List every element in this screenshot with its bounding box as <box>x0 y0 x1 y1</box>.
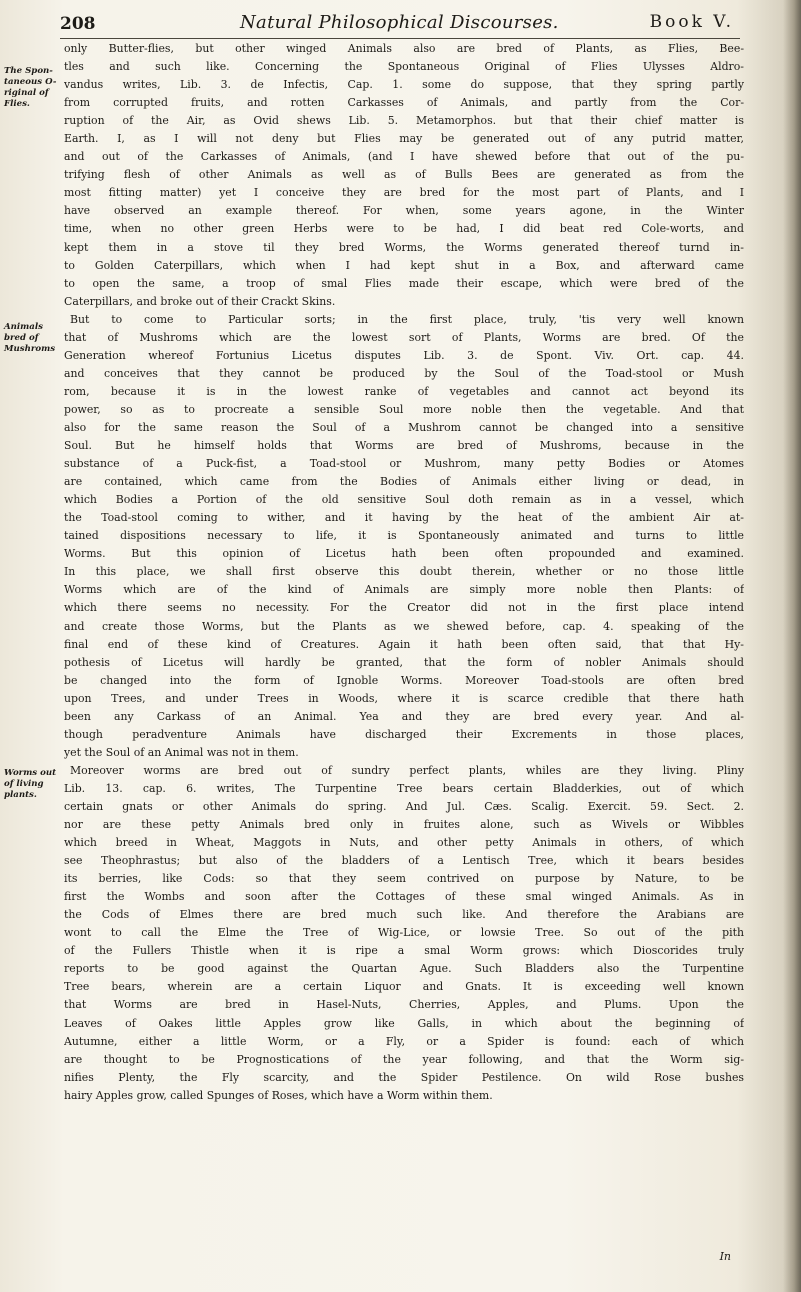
text-line: In this place, we shall first observe this doubt therein, whether or no those little <box>64 565 744 579</box>
text-line: hairy Apples grow, called Spunges of Roses, which have a Worm within them. <box>64 1088 493 1102</box>
text-line: and conceives that they cannot be produced by the Soul of the Toad-stool or Mush <box>64 366 744 380</box>
text-line: which Bodies a Portion of the old sensitive Soul doth remain as in a vessel, which <box>64 493 744 507</box>
text-line: yet the Soul of an Animal was not in them. <box>64 745 299 759</box>
page-number: 208 <box>60 14 96 34</box>
text-line: nifies Plenty, the Fly scarcity, and the Spider Pestilence. On wild Rose bushes <box>64 1070 744 1084</box>
text-line: Lib. 13. cap. 6. writes, The Turpentine Tree bears certain Bladderkies, out of which <box>64 781 744 795</box>
text-line: been any Carkass of an Animal. Yea and they are bred every year. And al- <box>64 709 744 723</box>
text-line: time, when no other green Herbs were to be had, I did beat red Cole-worts, and <box>64 222 744 236</box>
margin-note-line: riginal of <box>4 88 49 98</box>
text-line: Soul. But he himself holds that Worms are bred of Mushroms, because in the <box>64 439 744 453</box>
text-line: Worms which are of the kind of Animals are simply more noble then Plants: of <box>64 583 744 597</box>
running-title: Natural Philosophical Discourses. <box>240 12 559 33</box>
text-line: first the Wombs and soon after the Cottages of these smal winged Animals. As in <box>64 890 744 904</box>
text-line: see Theophrastus; but also of the bladders of a Lentisch Tree, which it bears besides <box>64 854 744 868</box>
text-line: are contained, which came from the Bodies of Animals either living or dead, in <box>64 475 744 489</box>
text-line: be changed into the form of Ignoble Worms. Moreover Toad-stools are often bred <box>64 673 744 687</box>
text-line: power, so as to procreate a sensible Soul more noble then the vegetable. And that <box>64 402 744 416</box>
text-line: Tree bears, wherein are a certain Liquor and Gnats. It is exceeding well known <box>64 980 744 994</box>
margin-note-mushroms <box>4 322 60 355</box>
margin-note-line: of living <box>4 779 44 789</box>
margin-note-flies <box>4 66 60 110</box>
margin-note-line: Flies. <box>4 99 30 109</box>
text-line: trifying flesh of other Animals as well as of Bulls Bees are generated as from the <box>64 168 744 182</box>
text-line: Worms. But this opinion of Licetus hath been often propounded and examined. <box>64 547 744 561</box>
text-line: upon Trees, and under Trees in Woods, where it is scarce credible that there hath <box>64 691 744 705</box>
text-line: its berries, like Cods: so that they seem contrived on purpose by Nature, to be <box>64 872 744 886</box>
text-line: rom, because it is in the lowest ranke of vegetables and cannot act beyond its <box>64 384 744 398</box>
text-line: pothesis of Licetus will hardly be granted, that the form of nobler Animals should <box>64 655 744 669</box>
text-line: to Golden Caterpillars, which when I had kept shut in a Box, and afterward came <box>64 258 744 272</box>
margin-note-line: Mushroms <box>4 344 56 354</box>
margin-note-line: taneous O- <box>4 77 57 87</box>
text-line: wont to call the Elme the Tree of Wig-Lice, or lowsie Tree. So out of the pith <box>64 926 744 940</box>
margin-note-worms <box>4 768 60 801</box>
text-line: and out of the Carkasses of Animals, (and I have shewed before that out of the pu- <box>64 150 744 164</box>
margin-note-line: Worms out <box>4 768 57 778</box>
text-line: only Butter-flies, but other winged Animals also are bred of Plants, as Flies, Bee- <box>64 42 744 55</box>
text-line: vandus writes, Lib. 3. de Infectis, Cap. 1. some do suppose, that they spring partly <box>64 78 744 92</box>
text-line: reports to be good against the Quartan Ague. Such Bladders also the Turpentine <box>64 962 744 976</box>
text-line: kept them in a stove til they bred Worms, the Worms generated thereof turnd in- <box>64 240 744 254</box>
text-line: Generation whereof Fortunius Licetus disputes Lib. 3. de Spont. Viv. Ort. cap. 44. <box>64 348 744 362</box>
text-line: Caterpillars, and broke out of their Crackt Skins. <box>64 294 336 308</box>
text-line: also for the same reason the Soul of a Mushrom cannot be changed into a sensitive <box>64 420 744 434</box>
text-line: Autumne, either a little Worm, or a Fly, or a Spider is found: each of which <box>64 1034 744 1048</box>
text-line: tained dispositions necessary to life, it is Spontaneously animated and turns to little <box>64 529 744 543</box>
text-line: the Cods of Elmes there are bred much such like. And therefore the Arabians are <box>64 908 744 922</box>
text-line: certain gnats or other Animals do spring. And Jul. Cæs. Scalig. Exercit. 59. Sect. 2. <box>64 799 744 813</box>
margin-note-line: The Spon- <box>4 66 53 76</box>
running-header <box>60 6 740 39</box>
text-line: final end of these kind of Creatures. Again it hath been often said, that that Hy- <box>64 637 744 651</box>
text-line: that Worms are bred in Hasel-Nuts, Cherries, Apples, and Plums. Upon the <box>64 998 744 1012</box>
margin-note-line: bred of <box>4 333 39 343</box>
text-line: tles and such like. Concerning the Spontaneous Original of Flies Ulysses Aldro- <box>64 60 744 74</box>
text-line: ruption of the Air, as Ovid shews Lib. 5. Metamorphos. but that their chief matter is <box>64 114 744 128</box>
text-line: Leaves of Oakes little Apples grow like Galls, in which about the beginning of <box>64 1016 744 1030</box>
text-line: of the Fullers Thistle when it is ripe a smal Worm grows: which Dioscorides truly <box>64 944 744 958</box>
text-line: that of Mushroms which are the lowest sort of Plants, Worms are bred. Of the <box>64 330 744 344</box>
text-line: most fitting matter) yet I conceive they are bred for the most part of Plants, and I <box>64 186 744 200</box>
text-line: have observed an example thereof. For when, some years agone, in the Winter <box>64 204 744 218</box>
text-line: are thought to be Prognostications of the year following, and that the Worm sig- <box>64 1052 744 1066</box>
text-line: But to come to Particular sorts; in the first place, truly, 'tis very well known <box>70 312 744 326</box>
text-line: which there seems no necessity. For the Creator did not in the first place intend <box>64 601 744 615</box>
book-label: Book V. <box>649 12 734 32</box>
text-line: Moreover worms are bred out of sundry perfect plants, whiles are they living. Pliny <box>70 763 744 777</box>
margin-note-line: Animals <box>4 322 43 332</box>
text-line: to open the same, a troop of smal Flies made their escape, which were bred of the <box>64 276 744 290</box>
text-line: from corrupted fruits, and rotten Carkasses of Animals, and partly from the Cor- <box>64 96 744 110</box>
text-line: though peradventure Animals have discharged their Excrements in those places, <box>64 727 744 741</box>
page-gutter-shadow <box>783 0 801 1292</box>
body-text <box>64 40 744 1105</box>
margin-note-line: plants. <box>4 790 37 800</box>
text-line: nor are these petty Animals bred only in fruites alone, such as Wivels or Wibbles <box>64 818 744 832</box>
text-line: Earth. I, as I will not deny but Flies may be generated out of any putrid matter, <box>64 132 744 146</box>
catchword: In <box>719 1250 731 1263</box>
text-line: which breed in Wheat, Maggots in Nuts, and other petty Animals in others, of which <box>64 836 744 850</box>
text-line: and create those Worms, but the Plants as we shewed before, cap. 4. speaking of the <box>64 619 744 633</box>
text-line: substance of a Puck-fist, a Toad-stool or Mushrom, many petty Bodies or Atomes <box>64 457 744 471</box>
text-line: the Toad-stool coming to wither, and it having by the heat of the ambient Air at- <box>64 511 744 525</box>
